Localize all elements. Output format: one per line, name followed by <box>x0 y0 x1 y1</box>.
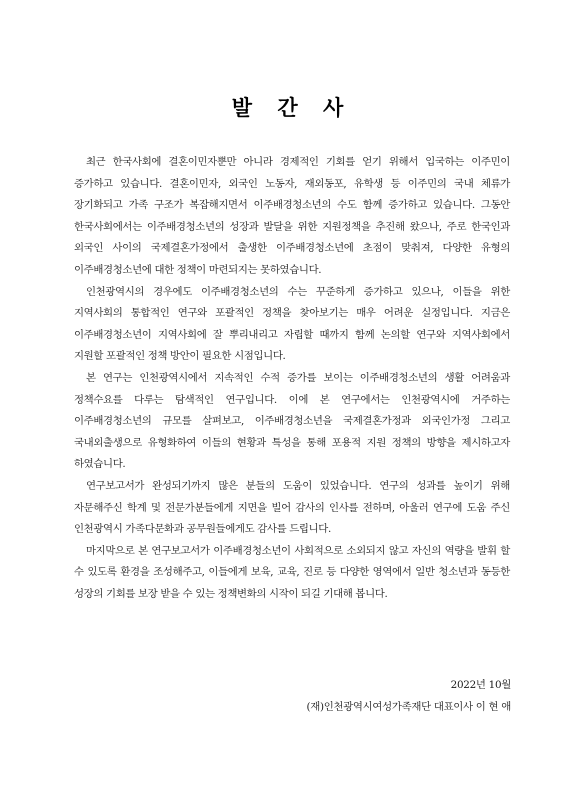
paragraph-3: 본 연구는 인천광역시에서 지속적인 수적 증가를 보이는 이주배경청소년의 생활 어려움과 정책수요를 다루는 탐색적인 연구입니다. 이에 본 연구에서는 인천광역시에 거주하는 이주배경청소년의 규모를 살펴보고, 이주배경청소년을 국제결혼가정과 외국인가정 그리고 국내외출생으로 유형화하여 이들의 현황과 특성을 통해 포용적 지원 정책의 방향을 제시하고자 하였습니다. <box>74 371 510 471</box>
paragraph-2: 인천광역시의 경우에도 이주배경청소년의 수는 꾸준하게 증가하고 있으나, 이들을 위한 지역사회의 통합적인 연구와 포괄적인 정책을 찾아보기는 매우 어려운 실정입니다. 지금은 이주배경청소년이 지역사회에 잘 뿌리내리고 자립할 때까지 함께 논의할 연구와 지역사회에서 지원할 포괄적인 정책 방안이 필요한 시점입니다. <box>74 285 510 363</box>
paragraph-4: 연구보고서가 완성되기까지 많은 분들의 도움이 있었습니다. 연구의 성과를 높이기 위해 자문해주신 학계 및 전문가분들에게 지면을 빌어 감사의 인사를 전하며, 아울러 연구에 도움 주신 인천광역시 가족다문화과 공무원들에게도 감사를 드립니다. <box>74 479 510 536</box>
publication-date: 2022년 10월 <box>450 679 511 691</box>
paragraph-5: 마지막으로 본 연구보고서가 이주배경청소년이 사회적으로 소외되지 않고 자신의 역량을 발휘 할 수 있도록 환경을 조성해주고, 이들에게 보육, 교육, 진로 등 다양한 영역에서 일반 청소년과 동등한 성장의 기회를 보장 받을 수 있는 정책변화의 시작이 되길 기대해 봅니다. <box>74 544 510 600</box>
page-title: 발 간 사 <box>231 96 353 120</box>
signature: (재)인천광역시여성가족재단 대표이사 이 현 애 <box>306 701 511 713</box>
body-text <box>74 152 510 605</box>
paragraph-1: 최근 한국사회에 결혼이민자뿐만 아니라 경제적인 기회를 얻기 위해서 입국하는 이주민이 증가하고 있습니다. 결혼이민자, 외국인 노동자, 재외동포, 유학생 등 이주민의 국내 체류가 장기화되고 가족 구조가 복잡해지면서 이주배경청소년의 수도 함께 증가하고 있습니다. 그동안 한국사회에서는 이주배경청소년의 성장과 발달을 위한 지원정책을 추진해 왔으나, 주로 한국인과 외국인 사이의 국제결혼가정에서 출생한 이주배경청소년에 초점이 맞춰져, 다양한 유형의 이주배경청소년에 대한 정책이 마련되지는 못하였습니다. <box>74 156 510 276</box>
